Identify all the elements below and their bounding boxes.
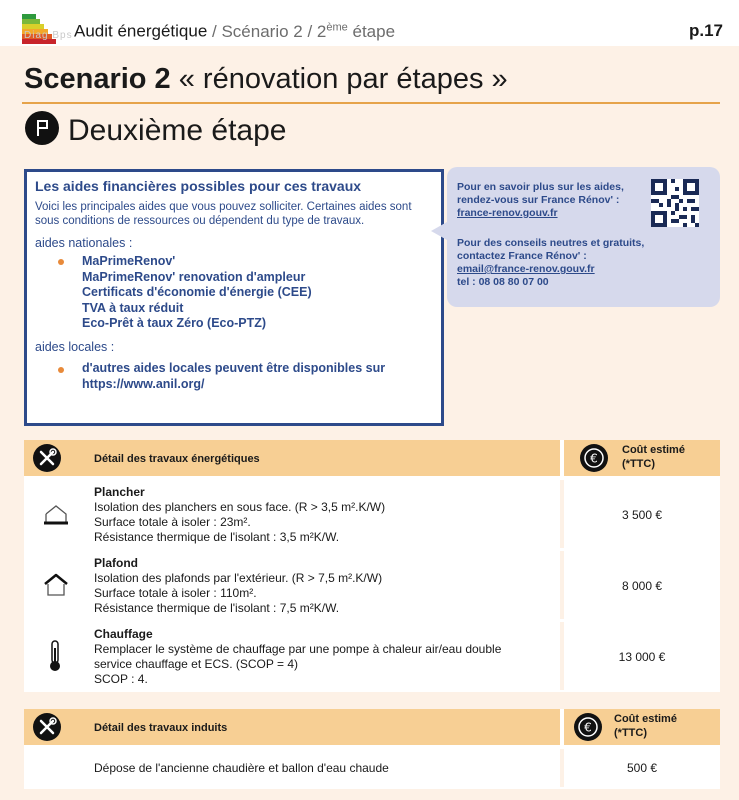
national-aids-label: aides nationales : — [35, 236, 133, 250]
row-cost: 500 € — [626, 761, 658, 775]
scenario-title: Scenario 2 « rénovation par étapes » — [24, 63, 508, 95]
email-link[interactable]: email@france-renov.gouv.fr — [457, 263, 595, 275]
cost-header — [564, 440, 720, 476]
cost-header — [564, 709, 720, 745]
table-row — [24, 749, 720, 787]
svg-text:€: € — [584, 720, 592, 735]
page-header — [0, 0, 739, 46]
france-renov-info — [447, 167, 720, 307]
bullet-icon — [58, 259, 64, 265]
header-title: Audit énergétique / Scénario 2 / 2ème étape — [74, 21, 396, 41]
energy-works-table — [24, 440, 720, 692]
aids-title: Les aides financières possibles pour ces travaux — [35, 178, 362, 194]
tools-icon — [33, 713, 61, 741]
table-header-label: Détail des travaux induits — [94, 722, 228, 734]
tools-icon — [33, 444, 61, 472]
row-cost: 8 000 € — [621, 579, 663, 593]
local-aids-label: aides locales : — [35, 340, 115, 354]
financial-aids-box — [24, 169, 444, 426]
aids-intro: Voici les principales aides que vous pouvez solliciter. Certaines aides sont sous conditions de ressources ou dépendent du type de travaux. — [35, 201, 412, 227]
france-renov-link[interactable]: france-renov.gouv.fr — [457, 207, 558, 219]
info-text-2: Pour des conseils neutres et gratuits, contactez France Rénov' : email@france-renov.gouv.fr tel : 08 08 80 07 00 — [457, 237, 645, 288]
row-description: Chauffage Remplacer le système de chauffage par une pompe à chaleur air/eau double service chauffage et ECS. (SCOP = 4) SCOP : 4. — [94, 627, 502, 686]
row-cost: 13 000 € — [618, 650, 666, 664]
floor-icon — [44, 504, 68, 526]
watermark: Diag Bps — [24, 30, 73, 41]
cost-header-label: Coût estimé (*TTC) — [622, 444, 685, 470]
callout-arrow — [431, 222, 447, 240]
roof-icon — [44, 573, 68, 597]
qr-code-icon — [651, 179, 699, 227]
row-description: Plancher Isolation des planchers en sous face. (R > 3,5 m².K/W) Surface totale à isoler : 23m². Résistance thermique de l'isolant : 3,5 m²K/W. — [94, 485, 386, 544]
euro-icon — [580, 444, 608, 472]
cost-header-label: Coût estimé (*TTC) — [614, 713, 677, 739]
flag-icon — [25, 111, 59, 145]
title-underline — [22, 102, 720, 104]
local-aids-list: d'autres aides locales peuvent être disponibles sur https://www.anil.org/ — [82, 361, 386, 391]
svg-text:€: € — [590, 451, 598, 466]
euro-icon — [574, 713, 602, 741]
row-cost: 3 500 € — [621, 508, 663, 522]
table-row — [24, 551, 720, 619]
table-row — [24, 622, 720, 690]
info-text-1: Pour en savoir plus sur les aides, rendez-vous sur France Rénov' : france-renov.gouv.fr — [457, 181, 624, 219]
thermometer-icon — [48, 640, 62, 672]
table-header — [24, 709, 560, 745]
step-title: Deuxième étape — [68, 114, 287, 147]
national-aids-list: MaPrimeRenov' MaPrimeRenov' renovation d'ampleur Certificats d'économie d'énergie (CEE) TVA à taux réduit Eco-Prêt à taux Zéro (Eco-PTZ) — [82, 254, 312, 330]
page-number: p.17 — [688, 21, 723, 40]
bullet-icon — [58, 367, 64, 373]
table-header-label: Détail des travaux énergétiques — [94, 453, 260, 465]
row-description: Dépose de l'ancienne chaudière et ballon d'eau chaude — [94, 761, 389, 775]
row-description: Plafond Isolation des plafonds par l'extérieur. (R > 7,5 m².K/W) Surface totale à isoler : 110m². Résistance thermique de l'isolant : 7,5 m²K/W. — [94, 556, 383, 615]
induced-works-table — [24, 709, 720, 789]
table-row — [24, 480, 720, 548]
table-header — [24, 440, 560, 476]
